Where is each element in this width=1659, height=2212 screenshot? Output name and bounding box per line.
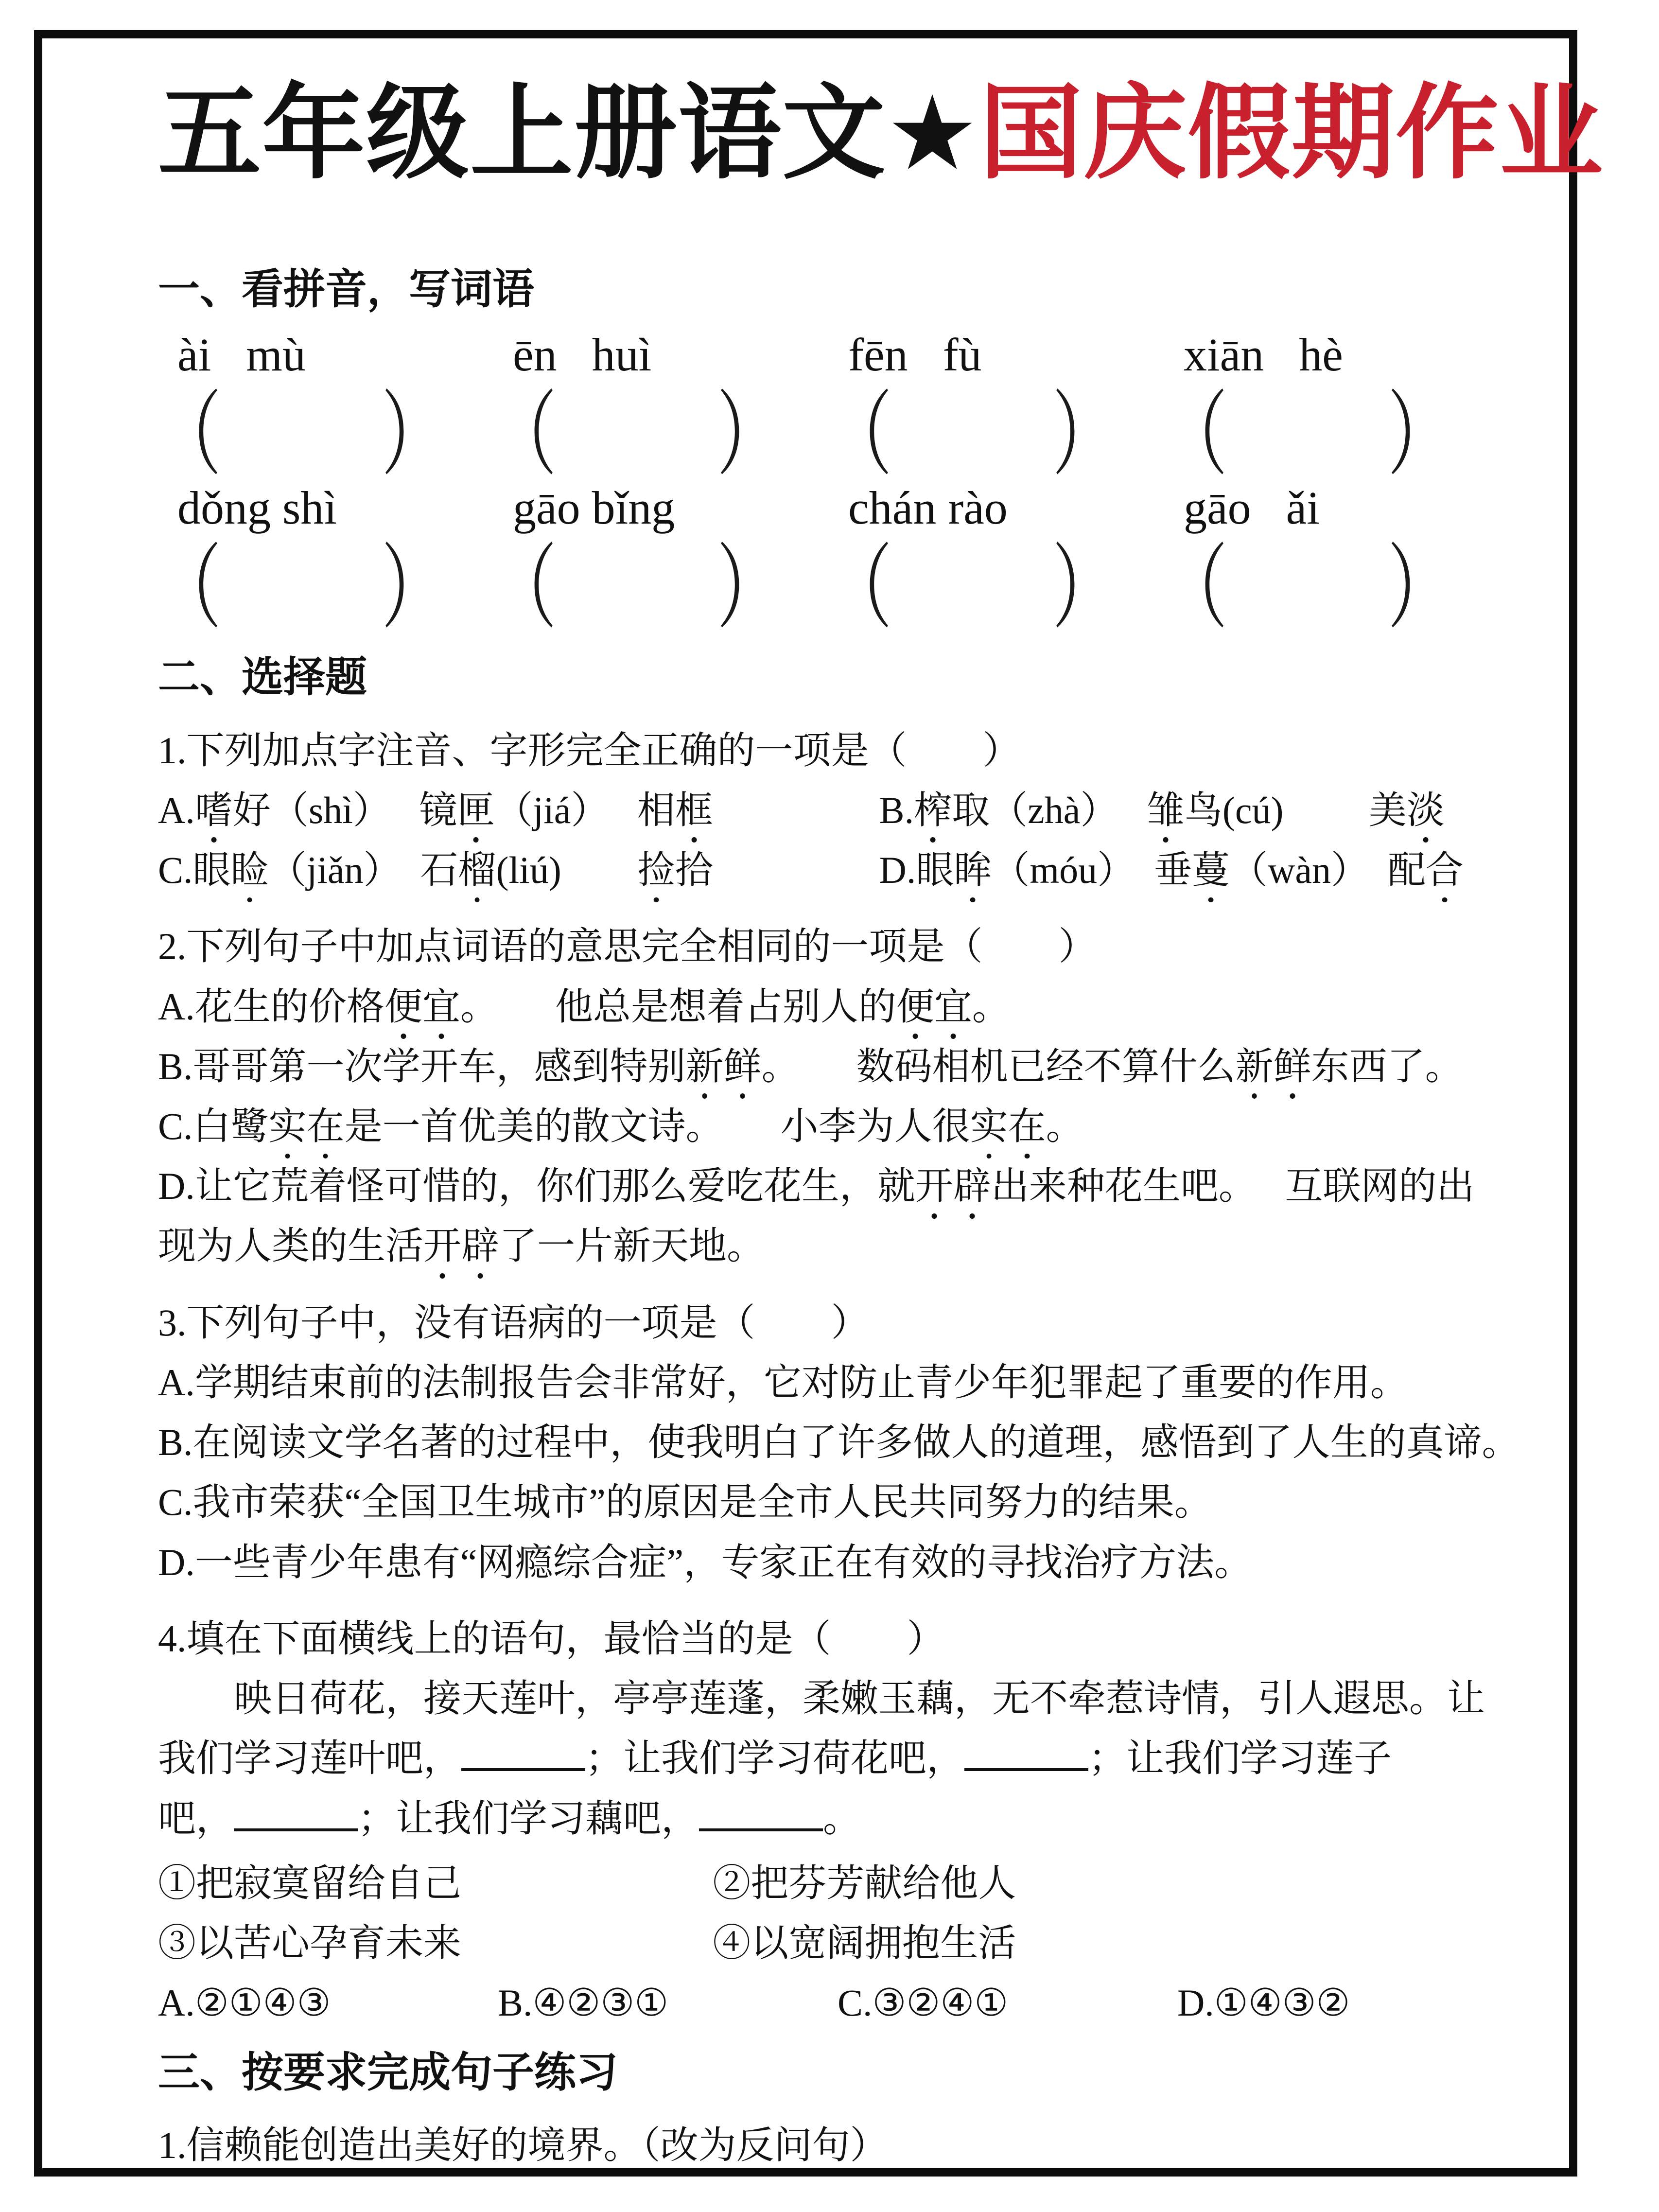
- q4-intro-line: 映日荷花，接天莲叶，亭亭莲蓬，柔嫩玉藕，无不牵惹诗情，引人遐思。让: [234, 1677, 1485, 1720]
- q4-fill-line-2: [158, 1728, 1545, 1788]
- answer-blank: [158, 535, 493, 640]
- q1-options-row-1: [158, 780, 1545, 840]
- q4-option-1: ①把寂寞留给自己: [158, 1861, 462, 1904]
- q4-line2-text: 我们学习莲叶吧，: [158, 1737, 462, 1780]
- q4-line3-text: 。: [823, 1797, 861, 1840]
- open-paren: （: [493, 385, 557, 487]
- page-title: [158, 65, 1604, 201]
- section1-heading: 一、看拼音，写词语: [158, 265, 534, 313]
- q4-numbered-options-row-2: [158, 1913, 1545, 1973]
- close-paren: ）: [717, 538, 781, 640]
- pinyin-word: gāo ǎi: [1184, 481, 1320, 534]
- pinyin-word: chán rào: [848, 481, 1008, 534]
- title-black-text: 五年级上册语文★: [158, 75, 980, 191]
- q3-option-d: D.一些青少年患有“网瘾综合症”，专家正在有效的寻找治疗方法。: [158, 1541, 1253, 1583]
- q1-option-c: C.眼睑（jiǎn） 石榴(liú) 捡拾: [158, 849, 713, 892]
- open-paren: （: [829, 385, 892, 487]
- answer-paren-row-1: [158, 385, 1545, 487]
- close-paren: ）: [1052, 385, 1116, 487]
- fill-blank: [461, 1734, 585, 1772]
- q4-numbered-options-row-1: [158, 1853, 1545, 1913]
- answer-paren-row-2: [158, 538, 1545, 640]
- pinyin-word: dǒng shì: [177, 481, 337, 534]
- page-content: [42, 38, 1604, 2168]
- q1-option-b: B.榨取（zhà） 雏鸟(cú) 美淡: [879, 789, 1445, 831]
- q2-option-b: B.哥哥第一次学开车，感到特别新鲜。 数码相机已经不算什么新鲜东西了。: [158, 1045, 1463, 1088]
- q4-line2-text: ；让我们学习荷花吧，: [585, 1737, 965, 1780]
- close-paren: ）: [1052, 538, 1116, 640]
- section2-heading: 二、选择题: [158, 654, 367, 701]
- section3-heading: 三、按要求完成句子练习: [158, 2049, 618, 2096]
- answer-blank: [829, 382, 1164, 487]
- answer-blank: [829, 535, 1164, 640]
- q4-answer-a: A.②①④③: [158, 1982, 331, 2024]
- q4-line3-text: ；让我们学习藕吧，: [358, 1797, 699, 1840]
- open-paren: （: [1164, 385, 1228, 487]
- q1-stem: 1.下列加点字注音、字形完全正确的一项是（ ）: [158, 729, 1021, 772]
- open-paren: （: [158, 385, 222, 487]
- q4-option-3: ③以苦心孕育未来: [158, 1922, 462, 1965]
- q3-option-a: A.学期结束前的法制报告会非常好，它对防止青少年犯罪起了重要的作用。: [158, 1361, 1408, 1404]
- q4-answer-c: C.③②④①: [837, 1982, 1009, 2024]
- close-paren: ）: [382, 385, 445, 487]
- close-paren: ）: [1388, 538, 1451, 640]
- page-border: [34, 30, 1604, 2177]
- answer-blank: [493, 382, 829, 487]
- q4-option-4: ④以宽阔拥抱生活: [713, 1922, 1016, 1965]
- close-paren: ）: [717, 385, 781, 487]
- q2-option-d-line2: 现为人类的生活开辟了一片新天地。: [158, 1225, 765, 1267]
- open-paren: （: [829, 538, 892, 640]
- q4-line3-text: 吧，: [158, 1797, 234, 1840]
- section3-item-1: 1.信赖能创造出美好的境界。（改为反问句）: [158, 2124, 888, 2167]
- q4-stem: 4.填在下面横线上的语句，最恰当的是（ ）: [158, 1617, 945, 1660]
- answer-blank: [493, 535, 829, 640]
- close-paren: ）: [382, 538, 445, 640]
- close-paren: ）: [1388, 385, 1451, 487]
- q3-option-b: B.在阅读文学名著的过程中，使我明白了许多做人的道理，感悟到了人生的真谛。: [158, 1421, 1520, 1464]
- open-paren: （: [1164, 538, 1228, 640]
- answer-blank: [1164, 535, 1500, 640]
- q2-option-a: A.花生的价格便宜。 他总是想着占别人的便宜。: [158, 985, 1010, 1028]
- q2-option-d-line1: D.让它荒着怪可惜的，你们那么爱吃花生，就开辟出来种花生吧。 互联网的出: [158, 1165, 1475, 1208]
- pinyin-word: xiān hè: [1184, 329, 1343, 381]
- q2-option-c: C.白鹭实在是一首优美的散文诗。 小李为人很实在。: [158, 1105, 1084, 1148]
- q4-option-2: ②把芬芳献给他人: [713, 1861, 1016, 1904]
- fill-blank: [964, 1734, 1088, 1772]
- pinyin-word: ēn huì: [513, 329, 652, 381]
- pinyin-word: gāo bǐng: [513, 481, 675, 534]
- q4-answer-d: D.①④③②: [1177, 1982, 1350, 2024]
- fill-blank: [699, 1793, 823, 1831]
- q3-option-c: C.我市荣获“全国卫生城市”的原因是全市人民共同努力的结果。: [158, 1481, 1212, 1524]
- fill-blank: [234, 1793, 358, 1831]
- pinyin-word: ài mù: [177, 329, 306, 381]
- answer-blank: [1164, 382, 1500, 487]
- q1-option-d: D.眼眸（móu） 垂蔓（wàn） 配合: [879, 849, 1464, 892]
- q2-stem: 2.下列句子中加点词语的意思完全相同的一项是（ ）: [158, 925, 1097, 968]
- q3-stem: 3.下列句子中，没有语病的一项是（ ）: [158, 1301, 869, 1344]
- q4-fill-line-3: [158, 1789, 1545, 1848]
- q4-line2-text: ；让我们学习莲子: [1088, 1737, 1392, 1780]
- q1-option-a: A.嗜好（shì） 镜匣（jiá） 相框: [158, 789, 713, 831]
- q4-answer-choices-row: [158, 1973, 1545, 2033]
- open-paren: （: [158, 538, 222, 640]
- pinyin-word: fēn fù: [848, 329, 982, 381]
- q4-answer-b: B.④②③①: [497, 1982, 669, 2024]
- open-paren: （: [493, 538, 557, 640]
- answer-blank: [158, 382, 493, 487]
- q1-options-row-2: [158, 840, 1545, 900]
- title-red-text: 国庆假期作业: [979, 75, 1604, 191]
